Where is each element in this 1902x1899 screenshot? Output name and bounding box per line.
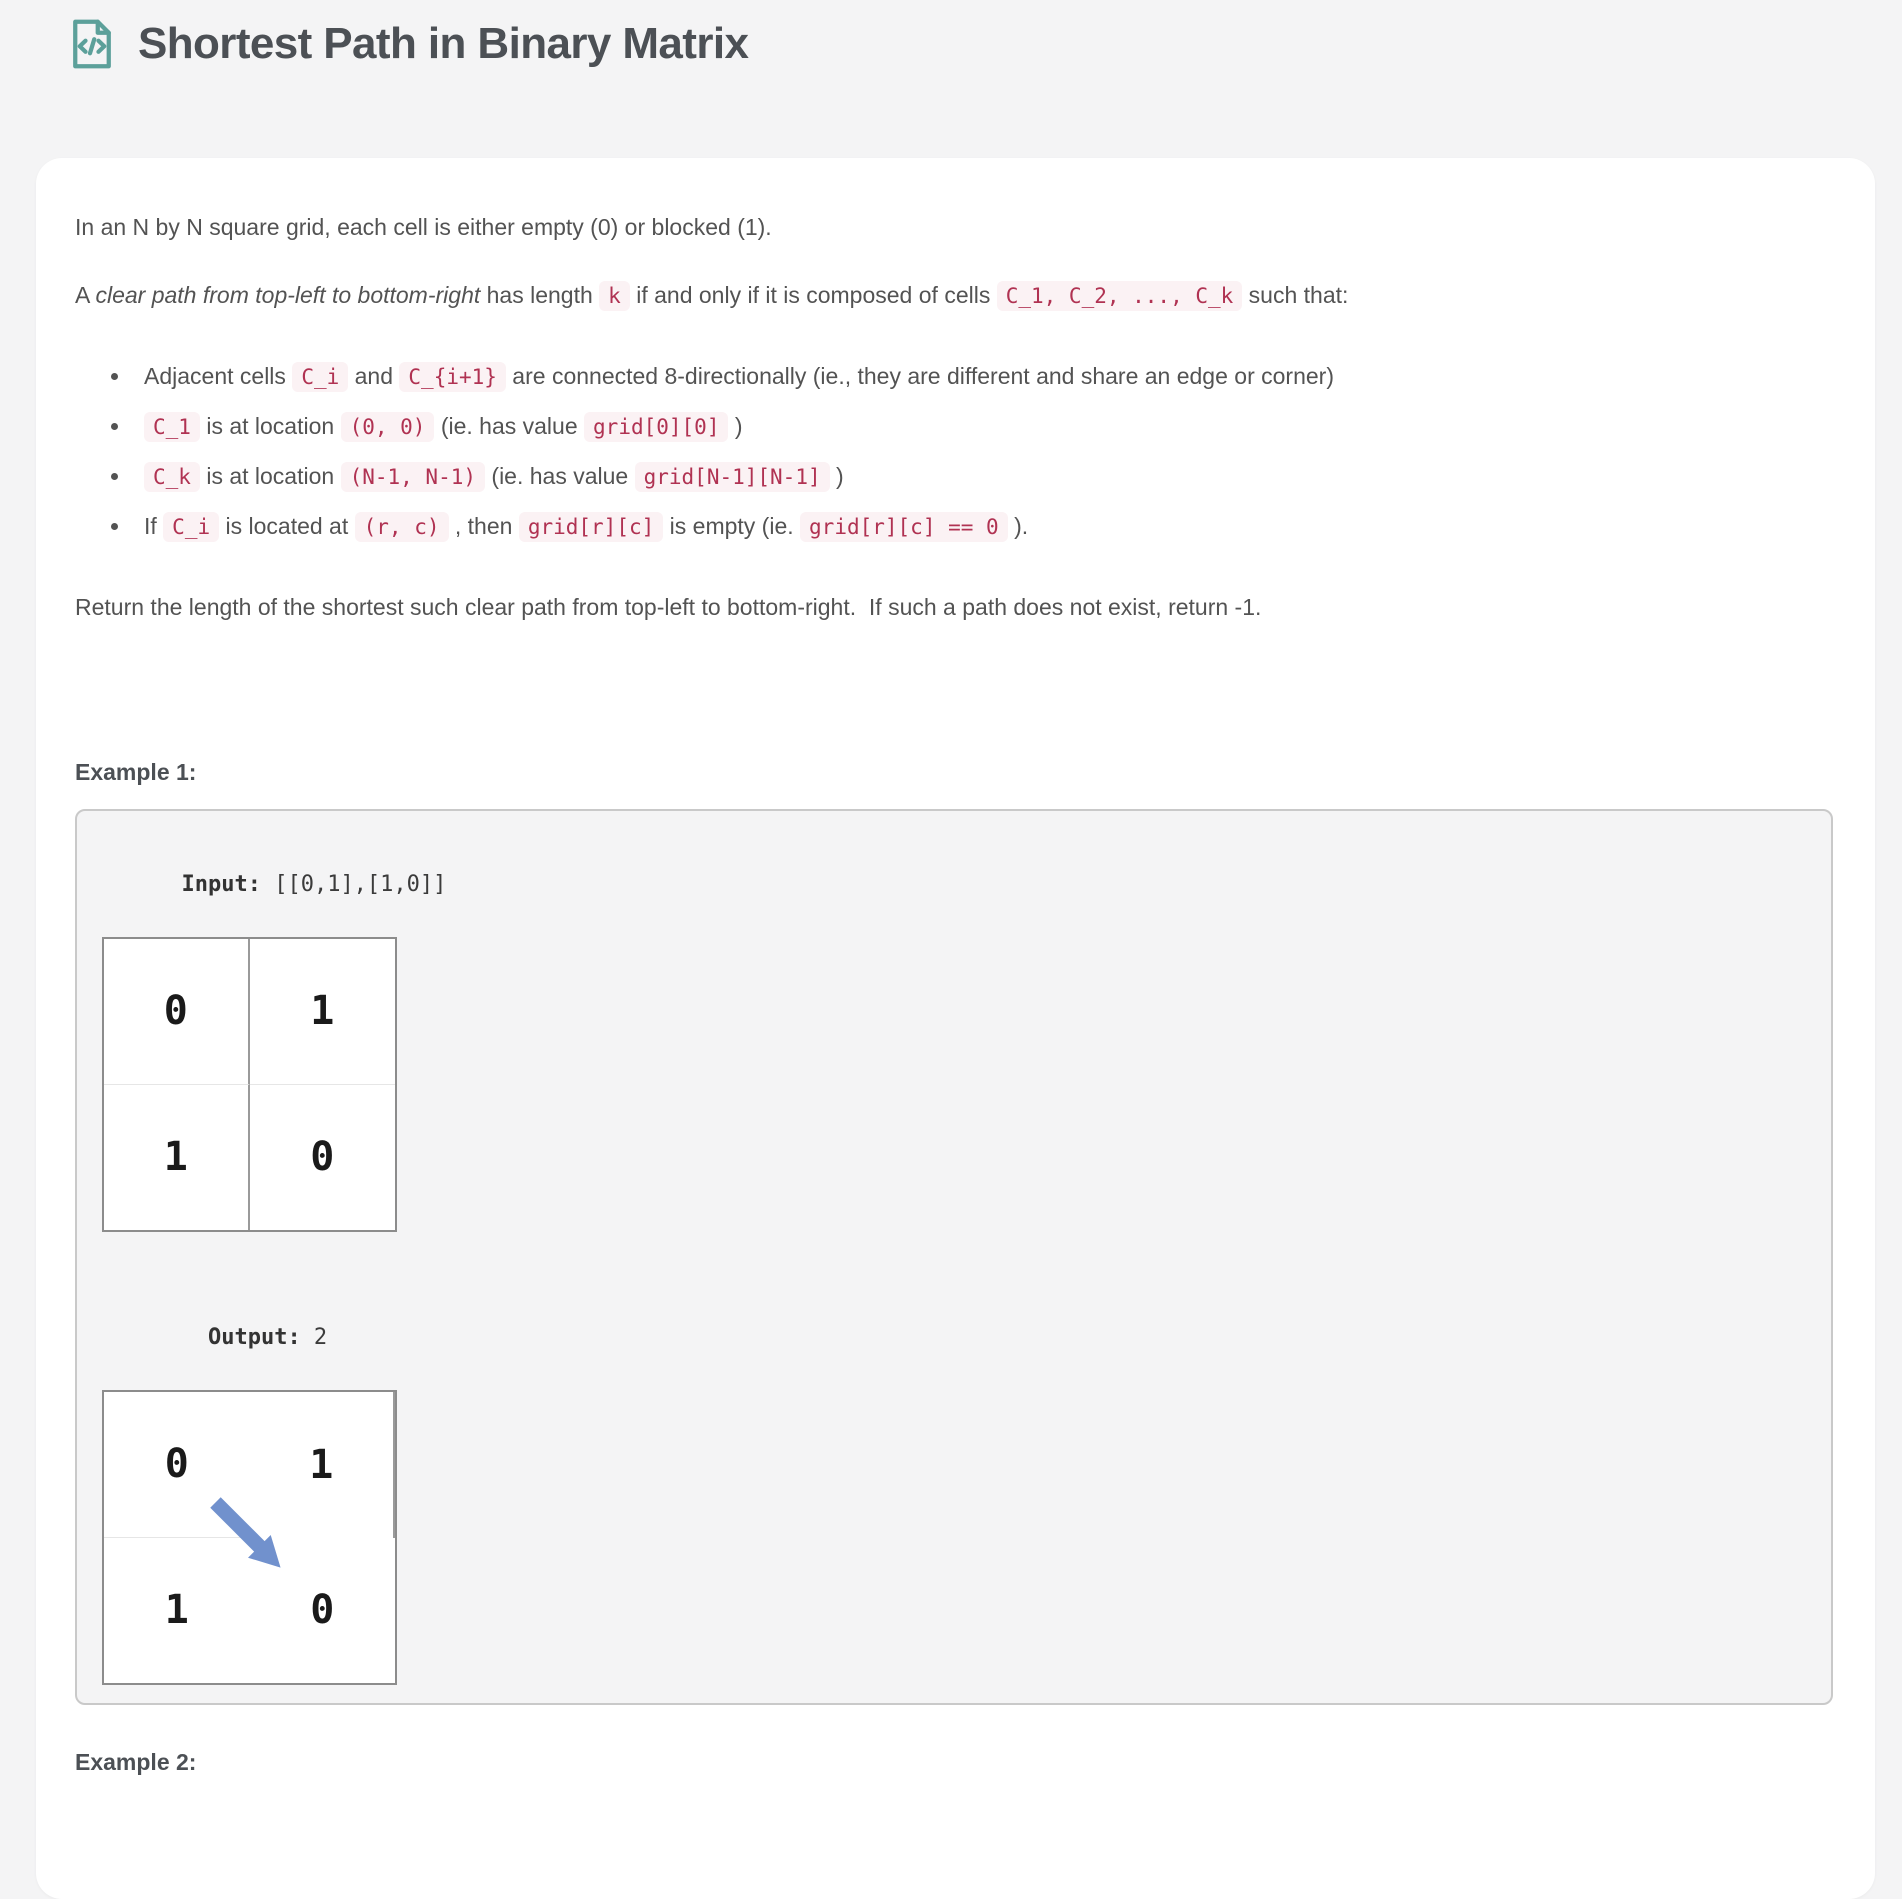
example1-block: [75, 809, 1833, 1705]
problem-intro: In an N by N square grid, each cell is either empty (0) or blocked (1).: [75, 214, 772, 240]
condition-item: [132, 359, 1833, 394]
return-note: Return the length of the shortest such clear path from top-left to bottom-right. If such a path does not exist, return -1.: [75, 594, 1262, 620]
text-segment: such that:: [1242, 282, 1349, 308]
inline-code: C_1: [144, 412, 200, 442]
inline-code: k: [599, 281, 630, 311]
page-header: [0, 0, 1902, 74]
inline-code: (N-1, N-1): [341, 462, 485, 492]
inline-code: grid[r][c] == 0: [800, 512, 1008, 542]
text-segment: Adjacent cells: [144, 363, 293, 389]
input-value: [[0,1],[1,0]]: [260, 872, 447, 897]
inline-code: C_i: [163, 512, 219, 542]
text-segment: ): [728, 413, 743, 439]
text-segment: is empty (ie.: [663, 513, 801, 539]
problem-card: [36, 158, 1875, 1899]
output-value: 2: [300, 1325, 328, 1350]
example1-output-line: [102, 1290, 1806, 1386]
inline-code: C_1, C_2, ..., C_k: [997, 281, 1243, 311]
grid-cell: 1: [104, 1085, 250, 1231]
text-segment: is at location: [199, 413, 341, 439]
conditions-list: [75, 359, 1833, 544]
inline-code: C_{i+1}: [399, 362, 506, 392]
text-segment: (ie. has value: [434, 413, 585, 439]
grid-cell: 0: [104, 1392, 250, 1538]
grid-cell: 0: [104, 939, 250, 1085]
input-label: Input:: [181, 872, 261, 897]
text-segment: is located at: [219, 513, 355, 539]
input-matrix: [102, 937, 397, 1232]
path-definition: [75, 278, 1833, 313]
text-segment: are connected 8-directionally (ie., they are different and share an edge or corner): [505, 363, 1334, 389]
grid-cell: 1: [164, 1587, 189, 1634]
inline-code: (r, c): [355, 512, 449, 542]
grid-cell: 1: [250, 1392, 396, 1538]
inline-code: grid[0][0]: [584, 412, 728, 442]
output-matrix: [102, 1390, 397, 1685]
grid-cell: 0: [310, 1587, 335, 1634]
grid-cell: 0: [310, 1134, 335, 1181]
condition-item: [132, 459, 1833, 494]
page-title: Shortest Path in Binary Matrix: [138, 19, 749, 68]
text-segment: A: [75, 282, 96, 308]
output-label: Output:: [207, 1325, 301, 1350]
condition-item: [132, 509, 1833, 544]
example2-label: Example 2:: [75, 1749, 197, 1775]
grid-cell: 1: [250, 939, 396, 1085]
text-segment: if and only if it is composed of cells: [629, 282, 997, 308]
text-segment: ).: [1007, 513, 1029, 539]
text-segment: , then: [448, 513, 519, 539]
text-segment: clear path from top-left to bottom-right: [95, 282, 481, 308]
text-segment: (ie. has value: [485, 463, 635, 489]
code-document-icon: [62, 14, 122, 74]
example1-label: Example 1:: [75, 759, 197, 785]
example1-output-section: [102, 1290, 1806, 1685]
inline-code: C_k: [144, 462, 200, 492]
text-segment: If: [144, 513, 164, 539]
text-segment: ): [829, 463, 844, 489]
inline-code: grid[r][c]: [519, 512, 663, 542]
text-segment: is at location: [199, 463, 341, 489]
text-segment: has length: [480, 282, 600, 308]
inline-code: C_i: [292, 362, 348, 392]
text-segment: and: [348, 363, 400, 389]
inline-code: (0, 0): [341, 412, 435, 442]
condition-item: [132, 409, 1833, 444]
example1-input-line: [102, 837, 1806, 933]
inline-code: grid[N-1][N-1]: [635, 462, 830, 492]
